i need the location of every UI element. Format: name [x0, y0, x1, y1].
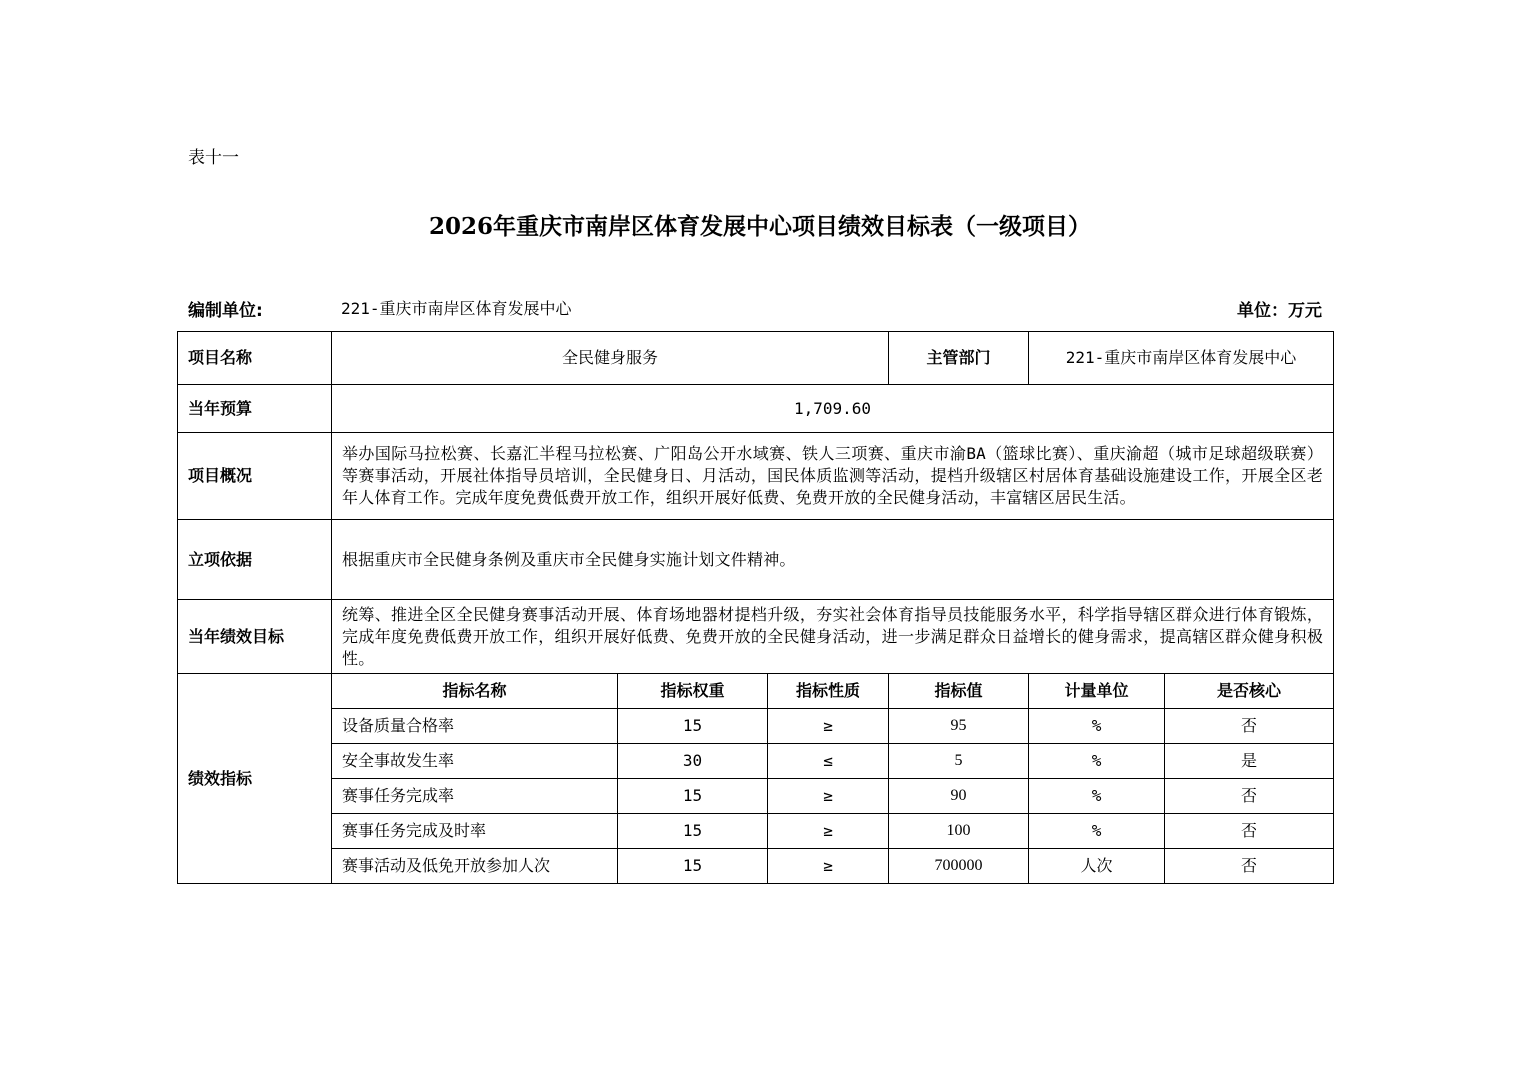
indicator-value: 95 [889, 709, 1029, 744]
indicator-weight: 15 [618, 709, 768, 744]
row-overview [178, 433, 1334, 520]
indicator-unit: 人次 [1029, 849, 1165, 884]
unit-label: 单位：万元 [1237, 301, 1322, 321]
indicator-core: 否 [1165, 849, 1334, 884]
indicator-name: 赛事活动及低免开放参加人次 [332, 849, 618, 884]
indicator-value: 100 [889, 814, 1029, 849]
indicator-unit: % [1029, 744, 1165, 779]
indicator-nature: ≥ [768, 779, 889, 814]
header-nature: 指标性质 [768, 674, 889, 709]
row-budget [178, 385, 1334, 433]
table-row [178, 849, 1334, 884]
indicator-weight: 30 [618, 744, 768, 779]
indicator-header-row [178, 674, 1334, 709]
project-name-value: 全民健身服务 [332, 332, 889, 385]
indicator-nature: ≥ [768, 709, 889, 744]
budget-label: 当年预算 [178, 385, 332, 433]
indicator-nature: ≥ [768, 814, 889, 849]
table-row [178, 814, 1334, 849]
indicator-value: 90 [889, 779, 1029, 814]
header-indicator-name: 指标名称 [332, 674, 618, 709]
budget-value: 1,709.60 [332, 385, 1334, 433]
indicator-unit: % [1029, 709, 1165, 744]
indicator-core: 是 [1165, 744, 1334, 779]
table-number: 表十一 [188, 148, 239, 168]
basis-value: 根据重庆市全民健身条例及重庆市全民健身实施计划文件精神。 [332, 520, 1334, 600]
page-title: 2026年重庆市南岸区体育发展中心项目绩效目标表（一级项目） [428, 213, 1091, 240]
indicator-core: 否 [1165, 709, 1334, 744]
indicator-weight: 15 [618, 814, 768, 849]
dept-value: 221-重庆市南岸区体育发展中心 [1029, 332, 1334, 385]
header-weight: 指标权重 [618, 674, 768, 709]
goal-label: 当年绩效目标 [178, 600, 332, 674]
indicator-core: 否 [1165, 814, 1334, 849]
indicators-label: 绩效指标 [178, 674, 332, 884]
project-name-label: 项目名称 [178, 332, 332, 385]
goal-value: 统筹、推进全区全民健身赛事活动开展、体育场地器材提档升级，夯实社会体育指导员技能服务水平，科学指导辖区群众进行体育锻炼，完成年度免费低费开放工作，组织开展好低费、免费开放的全民健身活动，进一步满足群众日益增长的健身需求，提高辖区群众健身积极性。 [332, 600, 1334, 674]
header-core: 是否核心 [1165, 674, 1334, 709]
org-label: 编制单位: [188, 301, 263, 321]
indicator-unit: % [1029, 779, 1165, 814]
overview-value: 举办国际马拉松赛、长嘉汇半程马拉松赛、广阳岛公开水域赛、铁人三项赛、重庆市渝BA（篮球比赛）、重庆渝超（城市足球超级联赛）等赛事活动，开展社体指导员培训，全民健身日、月活动，国民体质监测等活动，提档升级辖区村居体育基础设施建设工作，开展全区老年人体育工作。完成年度免费低费开放工作，组织开展好低费、免费开放的全民健身活动，丰富辖区居民生活。 [332, 433, 1334, 520]
indicator-core: 否 [1165, 779, 1334, 814]
header-unit: 计量单位 [1029, 674, 1165, 709]
org-value: 221-重庆市南岸区体育发展中心 [341, 299, 572, 318]
indicator-name: 设备质量合格率 [332, 709, 618, 744]
indicator-value: 5 [889, 744, 1029, 779]
basis-label: 立项依据 [178, 520, 332, 600]
row-goal [178, 600, 1334, 674]
table-row [178, 709, 1334, 744]
indicator-nature: ≥ [768, 849, 889, 884]
overview-label: 项目概况 [178, 433, 332, 520]
meta-row [188, 296, 1322, 320]
table-row [178, 744, 1334, 779]
table-row [178, 779, 1334, 814]
indicator-weight: 15 [618, 849, 768, 884]
indicator-name: 赛事任务完成及时率 [332, 814, 618, 849]
indicator-unit: % [1029, 814, 1165, 849]
row-basis [178, 520, 1334, 600]
indicator-value: 700000 [889, 849, 1029, 884]
dept-label: 主管部门 [889, 332, 1029, 385]
indicator-weight: 15 [618, 779, 768, 814]
performance-table [177, 331, 1334, 884]
header-value: 指标值 [889, 674, 1029, 709]
row-project-name [178, 332, 1334, 385]
indicator-name: 安全事故发生率 [332, 744, 618, 779]
indicator-nature: ≤ [768, 744, 889, 779]
indicator-name: 赛事任务完成率 [332, 779, 618, 814]
